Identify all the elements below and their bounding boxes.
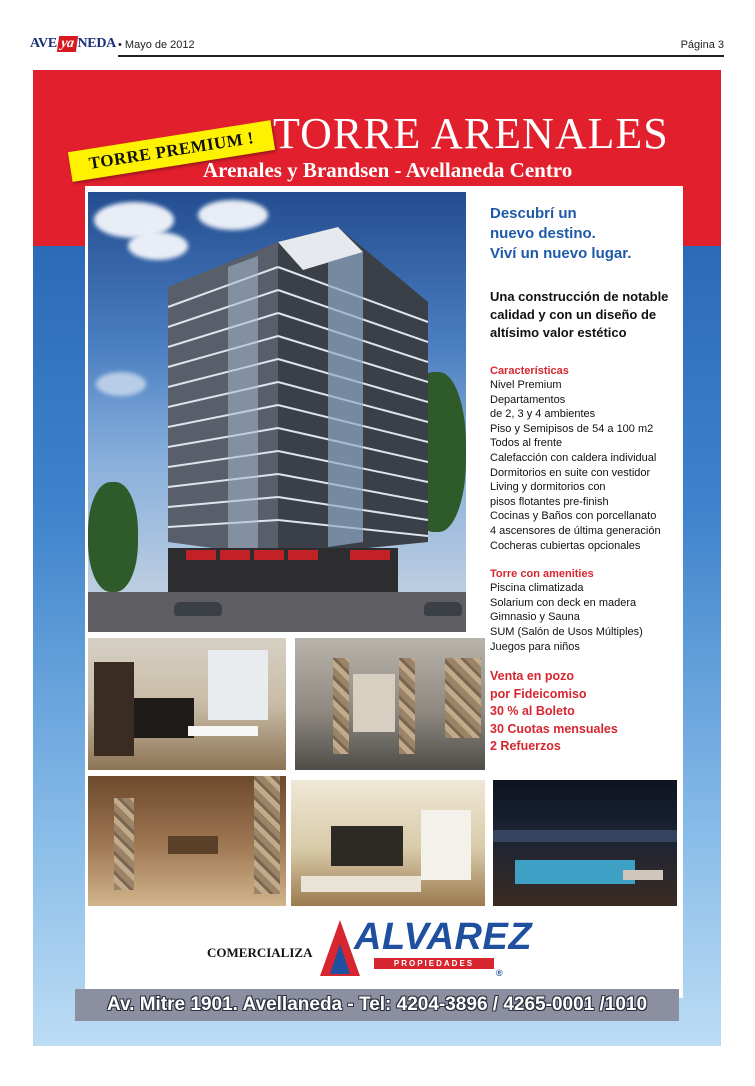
amenities-title: Torre con amenities: [490, 568, 594, 581]
kitchen-island: [134, 698, 194, 738]
hall-photo: [88, 776, 286, 906]
ad-title: TORRE ARENALES: [273, 109, 669, 158]
offer-line: 30 % al Boleto: [490, 704, 575, 719]
features-list: [490, 378, 680, 553]
feature-item: Nivel Premium: [490, 379, 562, 391]
lobby-door: [353, 674, 395, 732]
agency-name: ALVAREZ: [354, 916, 533, 958]
stone-column: [114, 798, 134, 890]
stone-wall: [445, 658, 481, 738]
amenity-item: Piscina climatizada: [490, 582, 584, 595]
feature-item: Calefacción con caldera individual: [490, 451, 657, 464]
feature-item: Living y dormitorios con: [490, 481, 606, 494]
feature-item: pisos flotantes pre-finish: [490, 495, 609, 508]
amenity-item: Solarium con deck en madera: [490, 596, 637, 609]
sofa-shape: [301, 876, 421, 892]
city-lights: [493, 830, 677, 842]
car-shape: [174, 602, 222, 616]
awning-shape: [254, 550, 284, 560]
stone-column: [399, 658, 415, 754]
ad-subtitle: Arenales y Brandsen - Avellaneda Centro: [203, 158, 573, 182]
awning-shape: [186, 550, 216, 560]
logo-part-ave: AVE: [30, 36, 57, 51]
ad-copy-column: [490, 204, 680, 756]
features-title: Características: [490, 365, 569, 377]
stone-column: [333, 658, 349, 754]
building-render-photo: [88, 192, 466, 632]
pool-photo: [493, 780, 677, 906]
shelf-shape: [421, 810, 471, 880]
slogan-line: nuevo destino.: [490, 225, 596, 242]
triangle-blue: [330, 944, 350, 974]
amenity-item: SUM (Salón de Usos Múltiples): [490, 625, 643, 638]
offer-line: 30 Cuotas mensuales: [490, 721, 618, 736]
awning-shape: [350, 550, 390, 560]
intro-line: calidad y con un diseño de: [490, 307, 657, 322]
intro-line: altísimo valor estético: [490, 325, 627, 340]
tv-shape: [331, 826, 403, 866]
awning-shape: [220, 550, 250, 560]
logo-part-neda: NEDA: [77, 36, 116, 51]
offer-block: [490, 668, 680, 756]
kitchen-photo: [88, 638, 286, 770]
registered-mark: ®: [496, 968, 503, 978]
deck-chair: [623, 870, 663, 880]
agency-address-phone: Av. Mitre 1901. Avellaneda - Tel: 4204-3896 / 4265-0001 /1010: [106, 994, 648, 1015]
address-bar: [75, 989, 679, 1021]
intro-block: [490, 288, 680, 342]
offer-line: 2 Refuerzos: [490, 739, 561, 754]
feature-item: Cocheras cubiertas opcionales: [490, 539, 641, 552]
tower-illustration: [128, 212, 428, 587]
sofa-shape: [168, 836, 218, 854]
window-shape: [208, 650, 268, 720]
offer-line: Venta en pozo: [490, 669, 575, 684]
pool-water: [515, 860, 635, 884]
newspaper-logo[interactable]: [30, 36, 116, 52]
logo-part-ya: ya: [57, 36, 78, 52]
street: [88, 592, 466, 632]
dining-table: [188, 726, 258, 736]
newspaper-header: [30, 34, 724, 58]
amenity-item: Juegos para niños: [490, 640, 580, 653]
feature-item: Departamentos: [490, 393, 566, 406]
real-estate-ad: [33, 70, 721, 1046]
ad-content-panel: [85, 186, 683, 998]
lobby-photo: [295, 638, 485, 770]
slogan-block: [490, 204, 680, 264]
agency-logo[interactable]: [316, 916, 533, 980]
page-number: Página 3: [680, 39, 724, 51]
comercializa-label: COMERCIALIZA: [207, 945, 313, 960]
premium-badge: TORRE PREMIUM !: [68, 120, 275, 182]
car-shape: [424, 602, 462, 616]
header-rule: [118, 55, 724, 57]
feature-item: de 2, 3 y 4 ambientes: [490, 408, 596, 421]
feature-item: Cocinas y Baños con porcellanato: [490, 510, 657, 523]
living-room-photo: [291, 780, 485, 906]
awning-shape: [288, 550, 318, 560]
feature-item: Dormitorios en suite con vestidor: [490, 466, 651, 479]
intro-line: Una construcción de notable: [490, 289, 669, 304]
amenity-item: Gimnasio y Sauna: [490, 611, 580, 624]
feature-item: 4 ascensores de última generación: [490, 524, 661, 537]
stone-wall: [254, 776, 280, 894]
feature-item: Piso y Semipisos de 54 a 100 m2: [490, 422, 654, 435]
feature-item: Todos al frente: [490, 437, 563, 450]
agency-subtitle: PROPIEDADES: [374, 958, 494, 969]
slogan-line: Descubrí un: [490, 205, 577, 222]
amenities-list: [490, 581, 680, 654]
cabinet-shape: [94, 662, 134, 756]
slogan-line: Viví un nuevo lugar.: [490, 245, 632, 262]
offer-line: por Fideicomiso: [490, 686, 587, 701]
issue-date: • Mayo de 2012: [118, 39, 195, 51]
